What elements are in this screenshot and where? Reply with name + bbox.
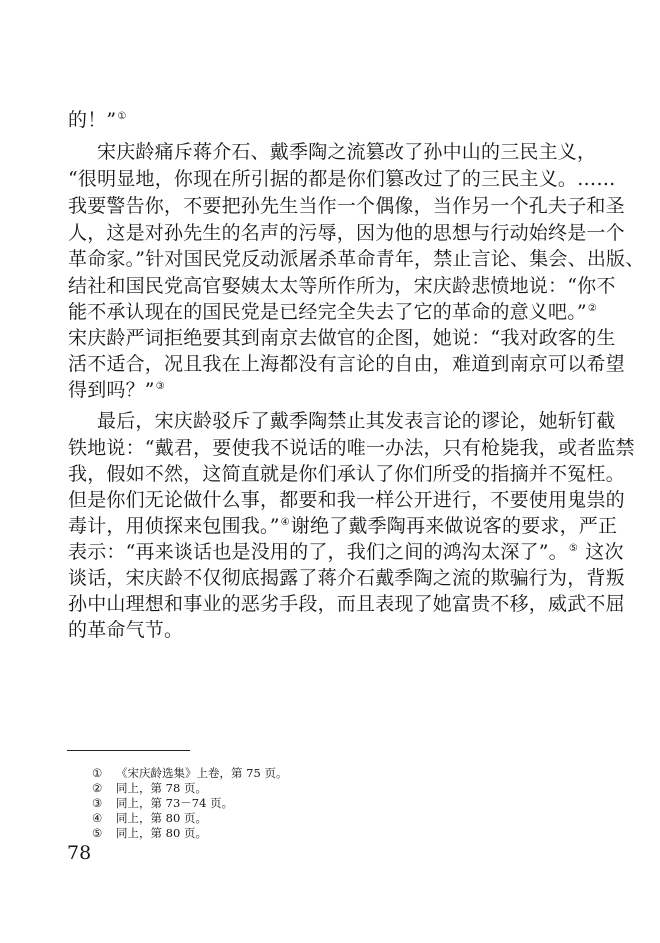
text-line: 的革命气节。 (68, 619, 184, 641)
text-line: 但是你们无论做什么事，都要和我一样公开进行，不要使用鬼祟的 (68, 489, 625, 511)
footnote-ref: ① (117, 111, 127, 122)
text-line (68, 300, 598, 324)
footnote-text: 《宋庆龄选集》上卷，第 75 页。 (116, 766, 288, 780)
page-number: 78 (67, 842, 92, 864)
text-line: 活不适合，况且我在上海都没有言论的自由，难道到南京可以希望 (68, 353, 625, 375)
text-line: 我，假如不然，这简直就是你们承认了你们所受的指摘并不冤枉。 (68, 463, 625, 485)
text-line (68, 514, 617, 538)
text-line: 孙中山理想和事业的恶劣手段，而且表现了她富贵不移，威武不屈 (68, 593, 625, 615)
text-line: 铁地说：“戴君，要使我不说话的唯一办法，只有枪毙我，或者监禁 (68, 437, 635, 459)
text-line: 最后，宋庆龄驳斥了戴季陶禁止其发表言论的谬论，她斩钉截 (97, 410, 616, 432)
footnote (92, 826, 207, 840)
footnote-ref: ⑤ (568, 543, 579, 554)
footnote-text: 同上，第 78 页。 (116, 781, 207, 795)
footnote (92, 796, 233, 810)
footnote-ref: ④ (280, 517, 290, 528)
text-line (68, 108, 128, 132)
footnote (92, 766, 287, 780)
footnote-ref: ② (587, 303, 597, 314)
text-line: “很明显地，你现在所引据的都是你们篡改过了的三民主义。…… (68, 168, 616, 190)
text-span: 能不承认现在的国民党是已经完全失去了它的革命的意义吧。” (68, 301, 587, 323)
footnote-mark: ⑤ (92, 826, 103, 840)
text-line: 我要警告你，不要把孙先生当作一个偶像，当作另一个孔夫子和圣 (68, 195, 625, 217)
footnote-ref: ③ (155, 381, 165, 392)
footnote-mark: ① (92, 766, 103, 780)
footnote-divider (67, 750, 190, 751)
footnote-text: 同上，第 80 页。 (116, 826, 207, 840)
footnote-text: 同上，第 73－74 页。 (116, 796, 234, 810)
text-line: 宋庆龄严词拒绝要其到南京去做官的企图，她说：“我对政客的生 (68, 327, 616, 349)
text-line (68, 378, 166, 402)
text-span: 表示：“再来谈话也是没用的了，我们之间的鸿沟太深了”。 (68, 541, 568, 563)
footnote (92, 811, 207, 825)
text-span: 这次 (579, 541, 624, 563)
footnote-mark: ③ (92, 796, 103, 810)
text-span: 得到吗？” (68, 379, 155, 401)
text-span: 毒计，用侦探来包围我。” (68, 515, 280, 537)
footnote-text: 同上，第 80 页。 (116, 811, 207, 825)
footnote (92, 781, 207, 795)
footnote-mark: ② (92, 781, 103, 795)
text-line: 革命家。”针对国民党反动派屠杀革命青年，禁止言论、集会、出版、 (68, 248, 645, 270)
text-line (68, 540, 624, 564)
text-line: 谈话，宋庆龄不仅彻底揭露了蒋介石戴季陶之流的欺骗行为，背叛 (68, 567, 625, 589)
text-line: 结社和国民党高官娶姨太太等所作所为，宋庆龄悲愤地说：“你不 (68, 275, 616, 297)
text-span: 的！” (68, 109, 117, 131)
text-span: 谢绝了戴季陶再来做说客的要求，严正 (290, 515, 618, 537)
footnote-mark: ④ (92, 811, 103, 825)
text-line: 人，这是对孙先生的名声的污辱，因为他的思想与行动始终是一个 (68, 222, 625, 244)
text-line: 宋庆龄痛斥蒋介石、戴季陶之流篡改了孙中山的三民主义， (97, 141, 597, 163)
